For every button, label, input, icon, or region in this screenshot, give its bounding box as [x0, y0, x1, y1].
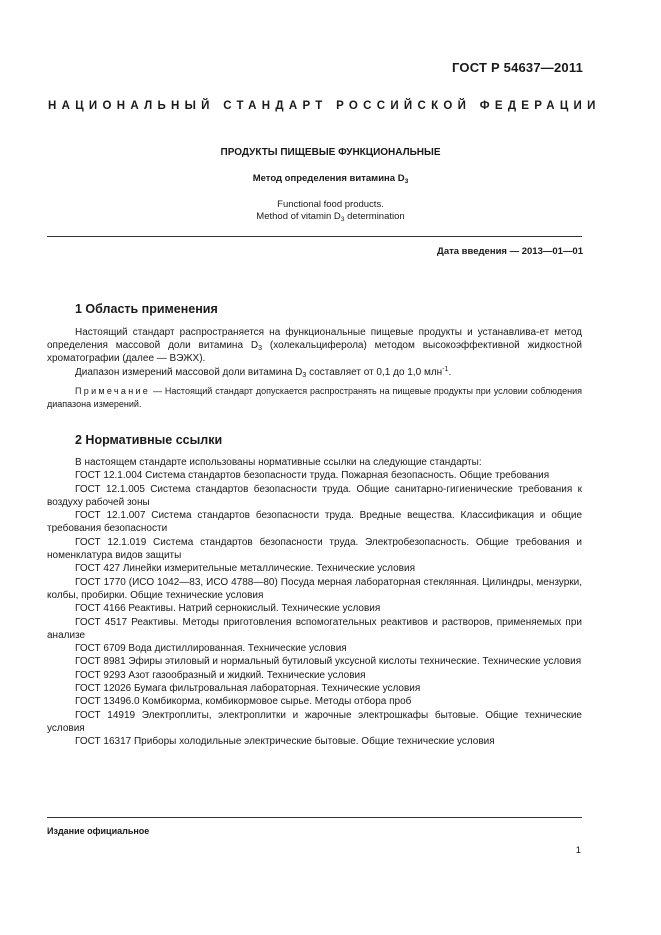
list-item: ГОСТ 14919 Электроплиты, электроплитки и жарочные электрошкафы бытовые. Общие технические условия [47, 709, 582, 734]
section1-p2-text-b: составляет от 0,1 до 1,0 млн [306, 367, 443, 378]
document-number: ГОСТ Р 54637—2011 [452, 60, 583, 75]
section1-p1-subscript: 3 [258, 345, 263, 353]
footer-divider [47, 817, 582, 818]
references-list [47, 456, 582, 749]
product-title: ПРОДУКТЫ ПИЩЕВЫЕ ФУНКЦИОНАЛЬНЫЕ [220, 147, 441, 158]
note-label: Примечание [75, 386, 151, 396]
english-title-subscript: 3 [340, 216, 345, 223]
method-title [0, 173, 661, 184]
list-item: ГОСТ 13496.0 Комбикорма, комбикормовое сырье. Методы отбора проб [75, 696, 412, 708]
list-item: ГОСТ 12.1.004 Система стандартов безопасности труда. Пожарная безопасность. Общие требования [75, 470, 550, 482]
top-divider [47, 236, 582, 237]
section2-title: 2 Нормативные ссылки [75, 433, 223, 447]
section1-p2-text-c: . [448, 367, 452, 378]
list-item: ГОСТ 427 Линейки измерительные металлические. Технические условия [75, 563, 415, 575]
list-item: ГОСТ 6709 Вода дистиллированная. Технические условия [75, 643, 347, 655]
note-text: — Настоящий стандарт допускается распространять на пищевые продукты при условии соблюдения диапазона измерений. [47, 386, 582, 409]
section1-p2-text-a: Диапазон измерений массовой доли витамина D [75, 367, 303, 378]
introduction-date: Дата введения — 2013—01—01 [437, 246, 583, 257]
section1-p2-superscript: -1 [442, 366, 449, 373]
section1-paragraph1 [47, 326, 582, 366]
list-item: ГОСТ 12.1.019 Система стандартов безопасности труда. Электробезопасность. Общие требования и номенклатура видов защиты [47, 536, 582, 562]
method-title-text: Метод определения витамина D [252, 173, 405, 184]
section1-paragraph2 [47, 366, 582, 379]
list-item: ГОСТ 4517 Реактивы. Методы приготовления вспомогательных реактивов и растворов, применяемых при анализе [47, 616, 582, 641]
english-title-suffix: determination [344, 211, 405, 222]
references-intro: В настоящем стандарте использованы нормативные ссылки на следующие стандарты: [75, 457, 482, 468]
section1-p1-text-a: Настоящий стандарт распространяется на функциональные пищевые продукты и устанавлива-ет метод определения массовой доли витамина D [47, 327, 582, 352]
national-standard-heading: НАЦИОНАЛЬНЫЙ СТАНДАРТ РОССИЙСКОЙ ФЕДЕРАЦИИ [48, 100, 601, 112]
list-item: ГОСТ 9293 Азот газообразный и жидкий. Технические условия [75, 669, 366, 681]
english-title-prefix: Method of vitamin D [256, 211, 341, 222]
list-item: ГОСТ 1770 (ИСО 1042—83, ИСО 4788—80) Посуда мерная лабораторная стеклянная. Цилиндры, мензурки, колбы, пробирки. Общие технические условия [47, 576, 582, 601]
list-item: ГОСТ 12.1.005 Система стандартов безопасности труда. Общие санитарно-гигиенические требования к воздуху рабочей зоны [47, 483, 582, 508]
method-title-subscript: 3 [404, 178, 409, 185]
english-title-line2 [0, 211, 661, 222]
list-item: ГОСТ 12026 Бумага фильтровальная лабораторная. Технические условия [75, 683, 421, 695]
list-item: ГОСТ 4166 Реактивы. Натрий сернокислый. Технические условия [75, 603, 381, 615]
english-title-line1: Functional food products. [277, 199, 384, 210]
list-item: ГОСТ 12.1.007 Система стандартов безопасности труда. Вредные вещества. Классификация и общие требования безопасности [47, 510, 582, 535]
list-item: ГОСТ 8981 Эфиры этиловый и нормальный бутиловый уксусной кислоты технические. Технические условия [75, 656, 582, 668]
page-number: 1 [575, 845, 581, 856]
official-edition-label: Издание официальное [47, 826, 150, 836]
section1-p1-text-b: (холекальциферола) методом высокоэффективной жидкостной хроматографии (далее — ВЭЖХ). [47, 340, 582, 365]
section1-p2-subscript: 3 [302, 372, 307, 379]
list-item: ГОСТ 16317 Приборы холодильные электрические бытовые. Общие технические условия [75, 736, 495, 748]
section1-title: 1 Область применения [75, 302, 218, 316]
section1-note [47, 385, 582, 410]
